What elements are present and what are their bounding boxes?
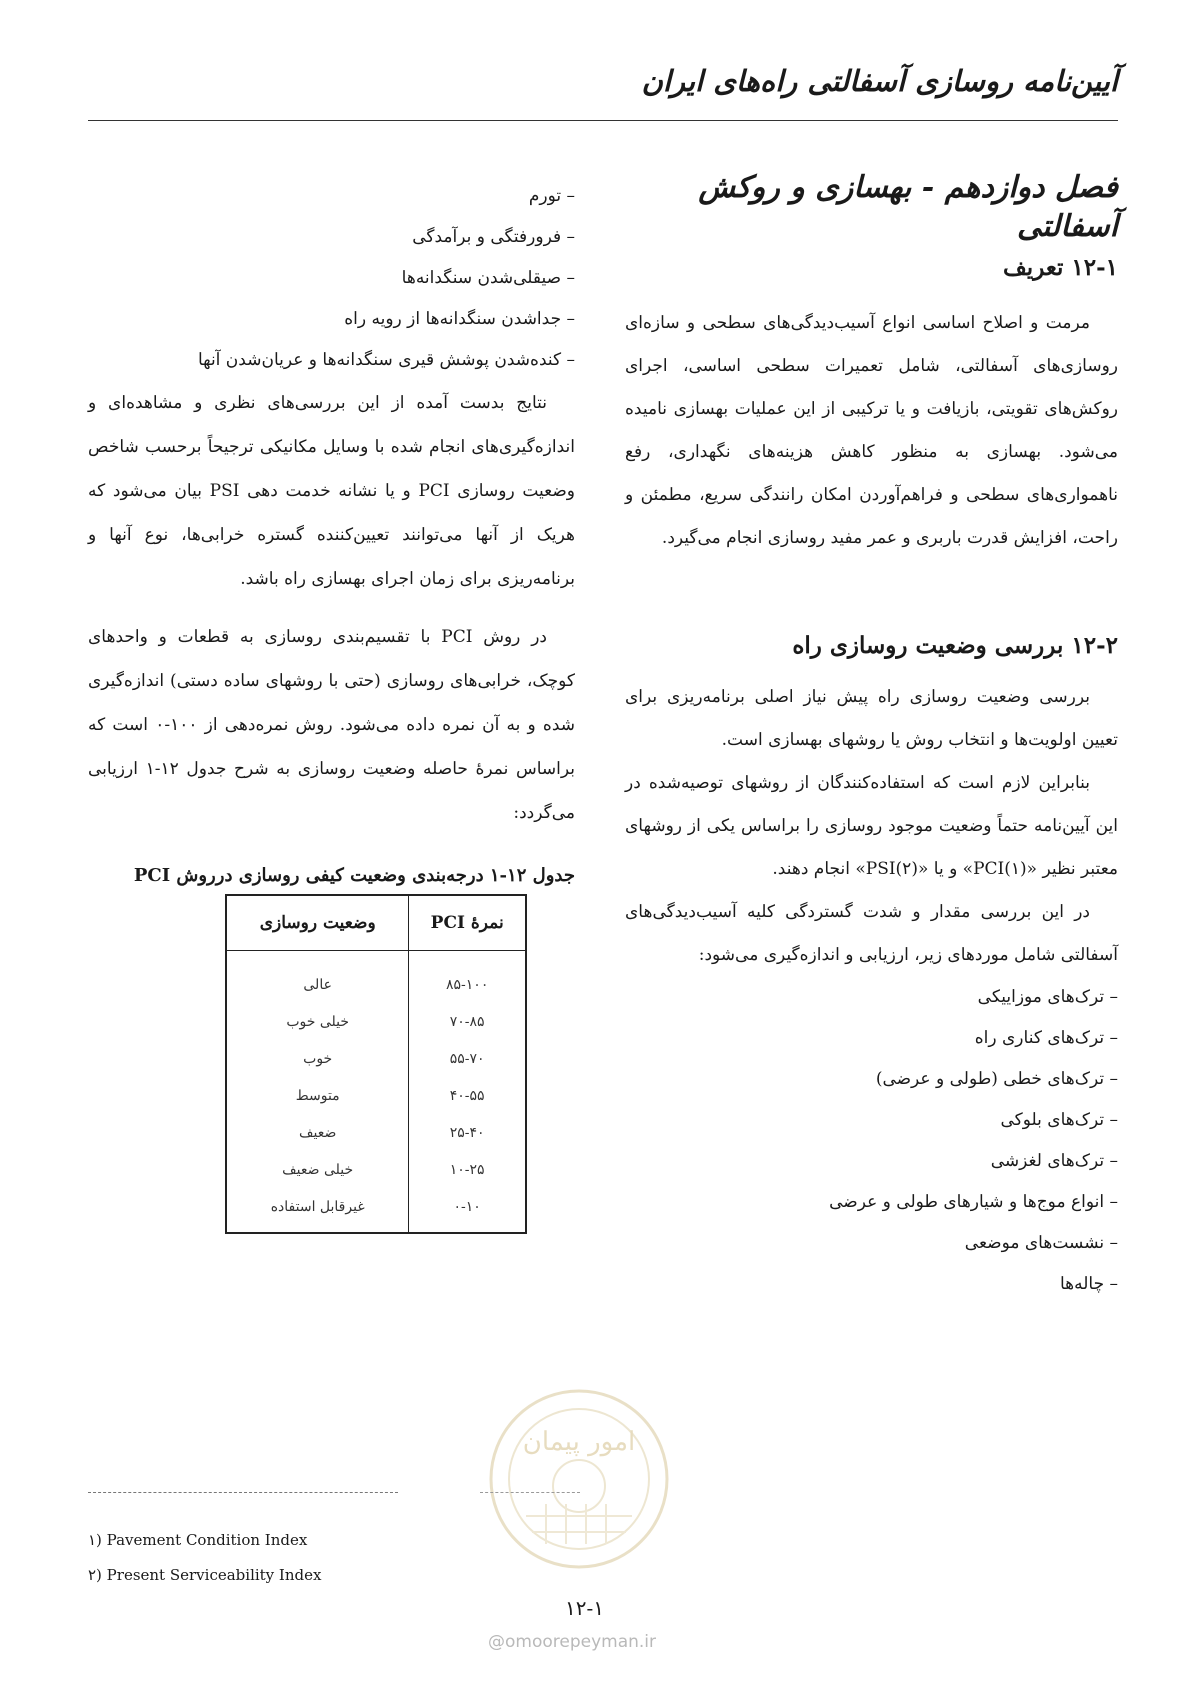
table-header-row [226,895,526,951]
table-row [226,1188,526,1233]
footnotes [88,1527,321,1597]
pci-method-paragraph: در روش PCI با تقسیم‌بندی روسازی به قطعات و واحدهای کوچک، خرابی‌های روسازی (حتی با روشهای ساده دستی) اندازه‌گیری شده و به آن نمره داده می‌شود. روش نمره‌دهی از ۱۰۰-۰ است که براساس نمرهٔ حاصله وضعیت روسازی به شرح جدول ۱۲-۱ ارزیابی می‌گردد: [88,627,575,823]
footnote-1: ۱) Pavement Condition Index [88,1531,308,1549]
table-header-cell: وضعیت روسازی [226,895,409,951]
list-item: – ترک‌های بلوکی [625,1100,1118,1141]
table-header-cell: نمرهٔ PCI [409,895,526,951]
pci-rating-table [225,894,527,1234]
table-cell: ۰-۱۰ [409,1188,526,1233]
table-cell: ضعیف [299,1124,337,1141]
table-row [226,1151,526,1188]
page-header [88,58,1118,121]
seal-lettering: امور پیمان [522,1427,636,1457]
table-cell: متوسط [295,1087,340,1104]
table-row [226,1040,526,1077]
table-cell: عالی [303,976,332,993]
table-row [226,1003,526,1040]
table-cell: ۲۵-۴۰ [409,1114,526,1151]
list-item: – نشست‌های موضعی [625,1223,1118,1264]
list-item: – چاله‌ها [625,1264,1118,1305]
list-item: – صیقلی‌شدن سنگدانه‌ها [88,258,575,299]
table-cell: خیلی ضعیف [282,1161,354,1178]
left-column [88,176,575,1234]
table-cell: ۴۰-۵۵ [409,1077,526,1114]
table-title: جدول ۱۲-۱ درجه‌بندی وضعیت کیفی روسازی درروش PCI [133,865,575,886]
list-item: – تورم [88,176,575,217]
table-row [226,1077,526,1114]
table-row [226,1114,526,1151]
distress-list-left [88,176,575,381]
table-cell: خوب [303,1050,333,1067]
table-cell: خیلی خوب [286,1013,350,1030]
footnote-2: ۲) Present Serviceability Index [88,1566,322,1584]
section-2-paragraph-3: در این بررسی مقدار و شدت گستردگی کلیه آسیب‌دیدگی‌های آسفالتی شامل موردهای زیر، ارزیابی و اندازه‌گیری می‌شود: [625,902,1118,966]
footnote-divider [480,1492,580,1493]
list-item: – کنده‌شدن پوشش قیری سنگدانه‌ها و عریان‌شدن آنها [88,340,575,381]
section-1-title: ۱۲-۱ تعریف [1002,254,1118,281]
table-cell: ۸۵-۱۰۰ [409,951,526,1004]
list-item: – ترک‌های کناری راه [625,1018,1118,1059]
list-item: – ترک‌های لغزشی [625,1141,1118,1182]
page-number: ۱۲-۱ [565,1596,604,1620]
chapter-title: فصل دوازدهم - بهسازی و روکش آسفالتی [698,170,1118,244]
distress-list-right [625,977,1118,1305]
list-item: – فرورفتگی و برآمدگی [88,217,575,258]
table-cell: غیرقابل استفاده [270,1198,365,1215]
list-item: – جداشدن سنگدانه‌ها از رویه راه [88,299,575,340]
seal-watermark-icon [486,1386,672,1572]
section-2-paragraph-1: بررسی وضعیت روسازی راه پیش نیاز اصلی برنامه‌ریزی برای تعیین اولویت‌ها و انتخاب روش یا روشهای بهسازی است. [625,687,1118,751]
results-paragraph: نتایج بدست آمده از این بررسی‌های نظری و مشاهده‌ای و اندازه‌گیری‌های انجام شده با وسایل مکانیکی ترجیحاً برحسب شاخص وضعیت روسازی PCI و یا نشانه خدمت دهی PSI بیان می‌شود که هریک از آنها می‌توانند تعیین‌کننده گستره خرابی‌ها، نوع آنها و برنامه‌ریزی برای زمان اجرای بهسازی راه باشد. [88,393,575,589]
table-row [226,951,526,1004]
list-item: – انواع موج‌ها و شیارهای طولی و عرضی [625,1182,1118,1223]
footnote-divider [88,1492,398,1493]
table-cell: ۱۰-۲۵ [409,1151,526,1188]
table-cell: ۷۰-۸۵ [409,1003,526,1040]
list-item: – ترک‌های خطی (طولی و عرضی) [625,1059,1118,1100]
section-1-paragraph: مرمت و اصلاح اساسی انواع آسیب‌دیدگی‌های سطحی و سازه‌ای روسازی‌های آسفالتی، شامل تعمیرات سطحی اساسی، اجرای روکش‌های تقویتی، بازیافت و یا ترکیبی از این عملیات بهسازی نامیده می‌شود. بهسازی به منظور کاهش هزینه‌های نگهداری، رفع ناهمواری‌های سطحی و فراهم‌آوردن امکان رانندگی سریع، مطمئن و راحت، افزایش قدرت باربری و عمر مفید روسازی انجام می‌گیرد. [625,313,1118,549]
site-watermark: @omoorepeyman.ir [488,1632,657,1652]
section-2-title: ۱۲-۲ بررسی وضعیت روسازی راه [792,632,1118,660]
running-header-title: آیین‌نامه روسازی آسفالتی راه‌های ایران [641,64,1118,98]
right-column [625,168,1118,1305]
section-2-paragraph-2: بنابراین لازم است که استفاده‌کنندگان از روشهای توصیه‌شده در این آیین‌نامه حتماً وضعیت موجود روسازی را براساس یکی از روشهای معتبر نظیر «PCI(۱)» و یا «PSI(۲)» انجام دهند. [625,773,1118,880]
table-cell: ۵۵-۷۰ [409,1040,526,1077]
list-item: – ترک‌های موزاییکی [625,977,1118,1018]
